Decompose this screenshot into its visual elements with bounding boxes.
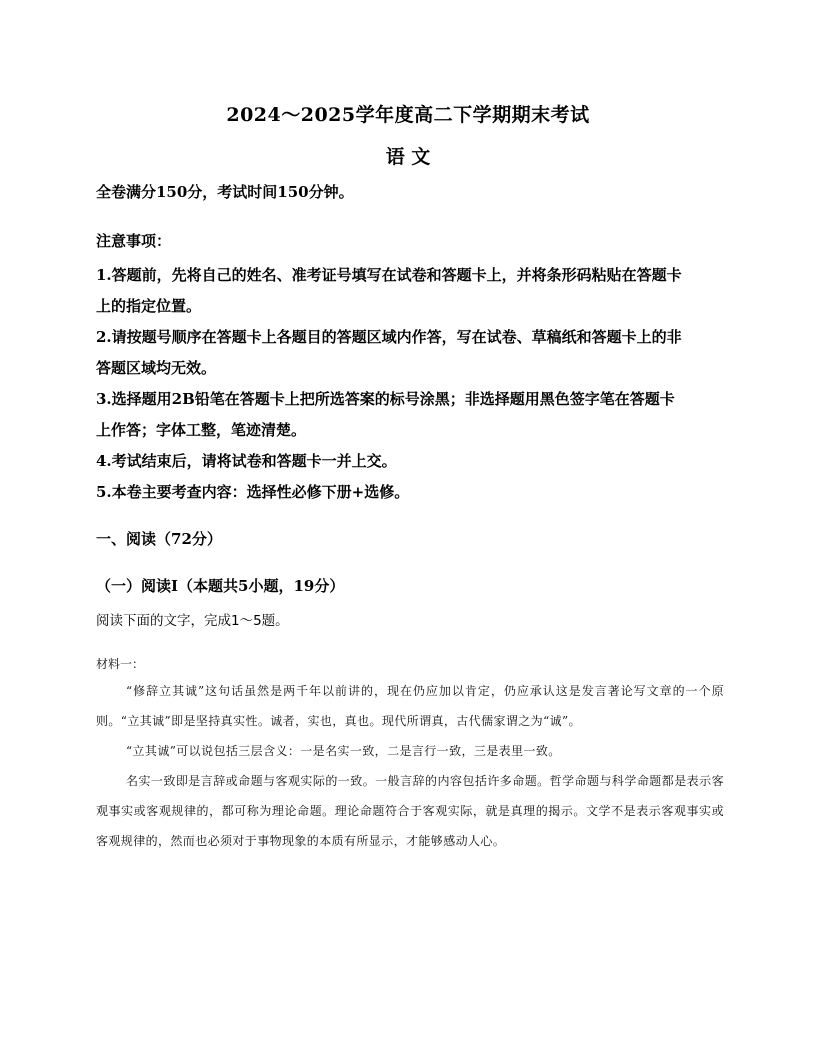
material-paragraph: “立其诚”可以说包括三层含义：一是名实一致，二是言行一致，三是表里一致。 <box>126 744 561 758</box>
notice-line: 上的指定位置。 <box>96 297 202 315</box>
notice-line: 3.选择题用2B铅笔在答题卡上把所选答案的标号涂黑；非选择题用黑色签字笔在答题卡 <box>96 390 675 408</box>
notice-line: 1.答题前，先将自己的姓名、准考证号填写在试卷和答题卡上，并将条形码粘贴在答题卡 <box>96 266 682 284</box>
material-paragraph: “修辞立其诚”这句话虽然是两千年以前讲的，现在仍应加以肯定，仍应承认这是发言著论写文章的一个原则。“立其诚”即是坚持真实性。诚者，实也，真也。现代所谓真，古代儒家谓之为“诚”。 <box>96 684 724 728</box>
notice-heading: 注意事项： <box>96 232 172 250</box>
material-label: 材料一： <box>96 657 145 671</box>
notice-line: 答题区域均无效。 <box>96 359 217 377</box>
exam-info: 全卷满分150分，考试时间150分钟。 <box>96 183 354 201</box>
notice-line: 5.本卷主要考查内容：选择性必修下册+选修。 <box>96 483 410 501</box>
reading-instruction: 阅读下面的文字，完成1～5题。 <box>96 613 289 629</box>
material-text <box>96 676 724 856</box>
subject-title: 语 文 <box>385 146 431 168</box>
notice-line: 上作答；字体工整，笔迹清楚。 <box>96 421 307 439</box>
notice-line: 2.请按题号顺序在答题卡上各题目的答题区域内作答，写在试卷、草稿纸和答题卡上的非 <box>96 328 682 346</box>
section-heading: 一、阅读（72分） <box>96 530 222 548</box>
sub-section-heading: （一）阅读Ⅰ（本题共5小题，19分） <box>96 577 345 595</box>
exam-title: 2024～2025学年度高二下学期期末考试 <box>226 104 590 126</box>
notice-line: 4.考试结束后，请将试卷和答题卡一并上交。 <box>96 452 397 470</box>
material-paragraph: 名实一致即是言辞或命题与客观实际的一致。一般言辞的内容包括许多命题。哲学命题与科学命题都是表示客观事实或客观规律的，都可称为理论命题。理论命题符合于客观实际，就是真理的揭示。文学不是表示客观事实或客观规律的，然而也必须对于事物现象的本质有所显示，才能够感动人心。 <box>96 774 724 848</box>
